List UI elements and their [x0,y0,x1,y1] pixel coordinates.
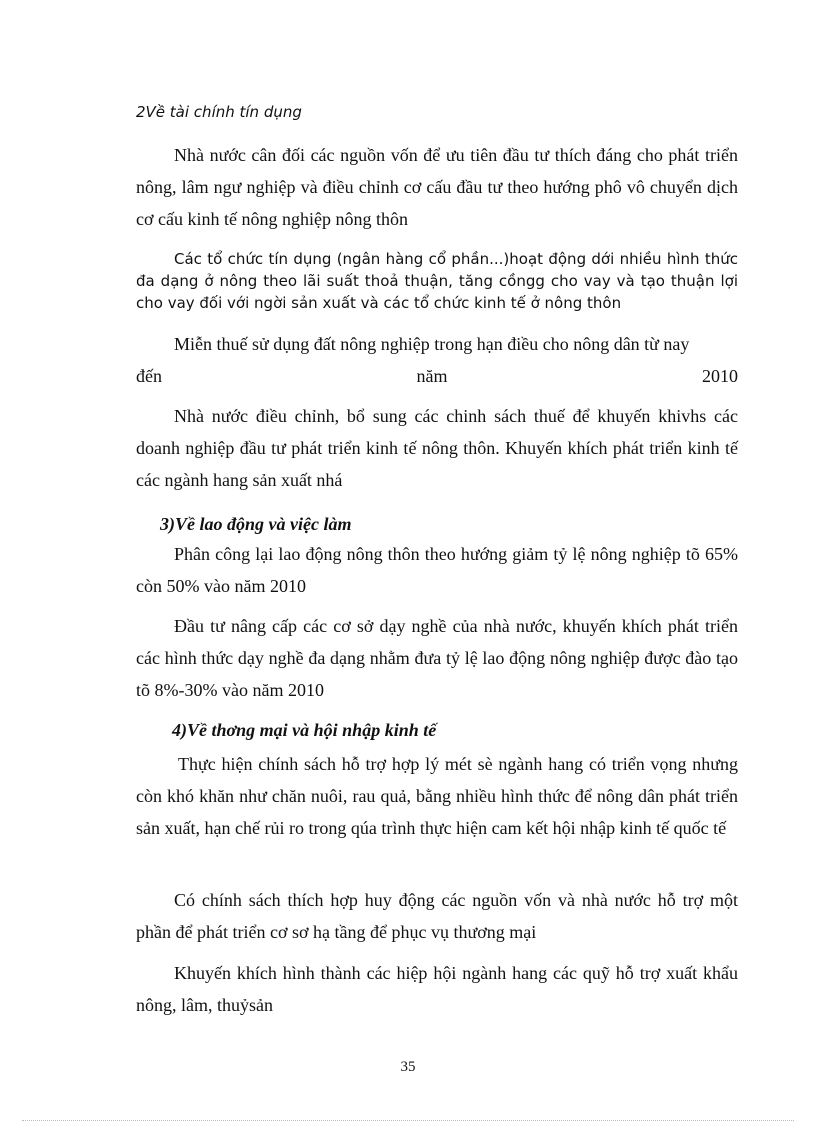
paragraph: Các tổ chức tín dụng (ngân hàng cổ phần...)hoạt động dới nhiều hình thức đa dạng ở nông theo lãi suất thoả thuận, tăng cồngg cho vay và tạo thuận lợi cho vay đối với ngời sản xuất và các tổ chức kinh tế ở nông thôn [136,250,738,312]
section-heading-finance: 2Về tài chính tín dụng [136,103,302,121]
paragraph: Nhà nước cân đối các nguồn vốn để ưu tiên đầu tư thích đáng cho phát triển nông, lâm ngư nghiệp và điều chỉnh cơ cấu đầu tư theo hướng phô vô chuyển dịch cơ cấu kinh tế nông nghiệp nông thôn [136,145,738,229]
paragraph: Đầu tư nâng cấp các cơ sở dạy nghề của nhà nước, khuyến khích phát triển các hình thức dạy nghề đa dạng nhằm đưa tỷ lệ lao động nông nghiệp được đào tạo tõ 8%-30% vào năm 2010 [136,616,738,700]
section-heading-trade: 4)Về thơng mại và hội nhập kinh tế [172,720,437,740]
section-heading-labor: 3)Về lao động và việc làm [160,514,352,534]
paragraph: Phân công lại lao động nông thôn theo hướng giảm tỷ lệ nông nghiệp tõ 65% còn 50% vào năm 2010 [136,544,738,596]
page-number: 35 [400,1059,416,1075]
paragraph: Miễn thuế sử dụng đất nông nghiệp trong hạn điều cho nông dân từ nay [174,334,690,354]
paragraph: Thực hiện chính sách hỗ trợ hợp lý mét sè ngành hang có triển vọng nhưng còn khó khăn như chăn nuôi, rau quả, bằng nhiều hình thức để nông dân phát triển sản xuất, hạn chế rủi ro trong qúa trình thực hiện cam kết hội nhập kinh tế quốc tế [136,754,738,838]
paragraph: Khuyến khích hình thành các hiệp hội ngành hang các quỹ hỗ trợ xuất khẩu nông, lâm, thuỷsản [136,963,738,1015]
paragraph: Nhà nước điều chỉnh, bổ sung các chinh sách thuế để khuyến khivhs các doanh nghiệp đầu tư phát triển kinh tế nông thôn. Khuyến khích phát triển kinh tế các ngành hang sản xuất nhá [136,406,738,490]
paragraph: đến năm 2010 [136,366,738,386]
page-bottom-divider [22,1120,794,1121]
paragraph: Có chính sách thích hợp huy động các nguồn vốn và nhà nước hỗ trợ một phần để phát triển cơ sơ hạ tầng để phục vụ thương mại [136,890,738,942]
